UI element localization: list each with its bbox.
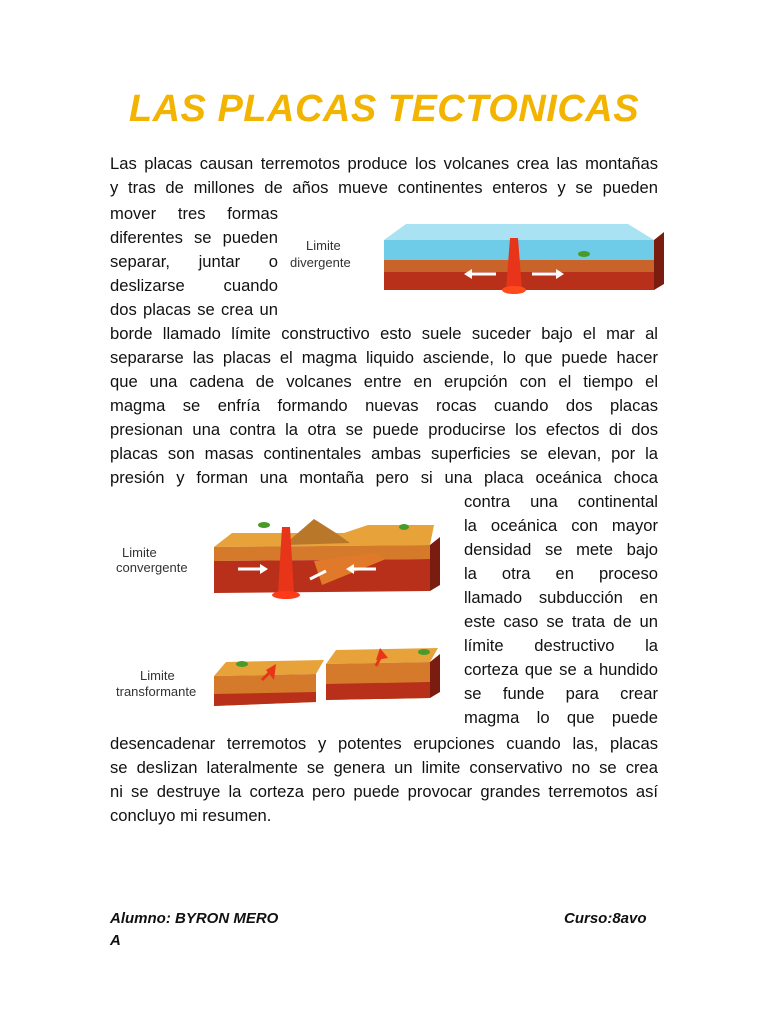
course-label: Curso:8avo <box>564 910 647 927</box>
right-line-1: contra una continental <box>464 492 658 511</box>
final-line-4: concluyo mi resumen. <box>110 806 272 825</box>
right-line-6: este caso se trata de un <box>464 612 658 631</box>
middle-line-3: que una cadena de volcanes entre en erupción con el tiempo el <box>110 372 658 391</box>
page-title: LAS PLACAS TECTONICAS <box>128 88 640 130</box>
convergent-label-2: convergente <box>116 560 188 575</box>
left-line-4: deslizarse cuando <box>110 276 278 295</box>
right-line-7: límite destructivo la <box>464 636 658 655</box>
left-line-5: dos placas se crea un <box>110 300 278 319</box>
middle-line-2: separarse las placas el magma liquido asciende, lo que puede hacer <box>110 348 658 367</box>
intro-line-1: Las placas causan terremotos produce los volcanes crea las montañas <box>110 154 658 173</box>
left-line-1: mover tres formas <box>110 204 278 223</box>
middle-line-5: presionan una contra la otra se puede producirse los efectos di dos <box>110 420 658 439</box>
student-name: Alumno: BYRON MERO <box>110 910 279 927</box>
right-line-9: se funde para crear <box>464 684 658 703</box>
final-line-3: ni se destruye la corteza pero puede provocar grandes terremotos así <box>110 782 658 801</box>
divergent-label-2: divergente <box>290 255 351 270</box>
convergent-label-1: Limite <box>122 545 157 560</box>
intro-line-2: y tras de millones de años mueve continentes enteros y se pueden <box>110 178 658 197</box>
right-line-8: corteza que se a hundido <box>464 660 658 679</box>
right-line-2: la oceánica con mayor <box>464 516 658 535</box>
convergent-boundary-figure <box>114 515 444 607</box>
transform-label-2: transformante <box>116 684 197 699</box>
middle-line-1: borde llamado límite constructivo esto suele suceder bajo el mar al <box>110 324 658 343</box>
transform-boundary-figure <box>114 640 444 720</box>
transform-label-1: Limite <box>140 668 175 683</box>
left-line-2: diferentes se pueden <box>110 228 278 247</box>
right-line-10: magma lo que puede <box>464 708 658 727</box>
final-line-2: se deslizan lateralmente se genera un limite conservativo no se crea <box>110 758 658 777</box>
right-line-4: la otra en proceso <box>464 564 658 583</box>
middle-line-4: magma se enfría formando nuevas rocas cuando dos placas <box>110 396 658 415</box>
divergent-label-1: Limite <box>306 238 341 253</box>
right-line-5: llamado subducción en <box>464 588 658 607</box>
middle-line-7: presión y forman una montaña pero si una placa oceánica choca <box>110 468 658 487</box>
student-name-cont: A <box>110 932 121 949</box>
left-line-3: separar, juntar o <box>110 252 278 271</box>
middle-line-6: placas son masas continentales ambas superficies se elevan, por la <box>110 444 658 463</box>
right-line-3: densidad se mete bajo <box>464 540 658 559</box>
final-line-1: desencadenar terremotos y potentes erupciones cuando las, placas <box>110 734 658 753</box>
divergent-boundary-figure <box>284 210 664 302</box>
